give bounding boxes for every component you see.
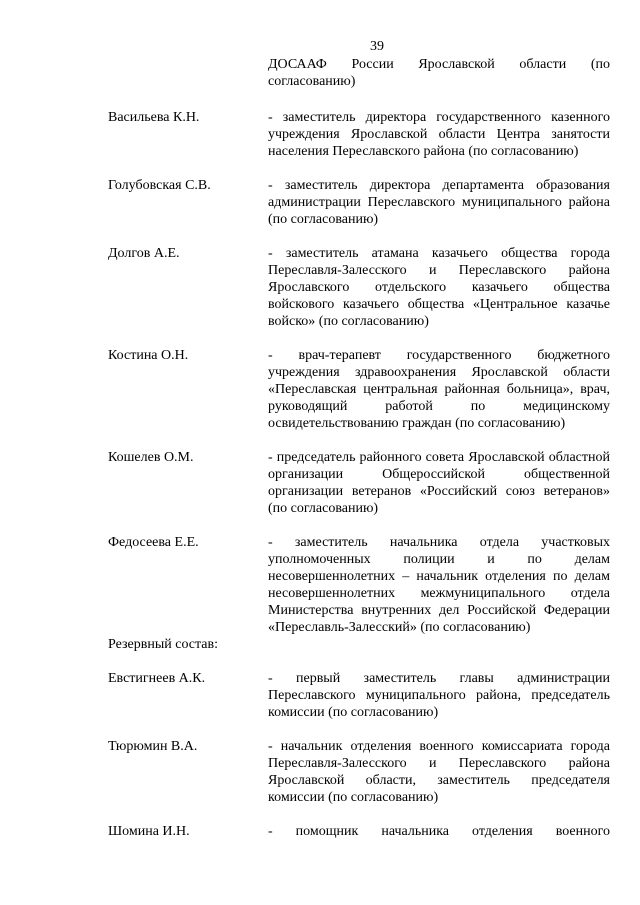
member-name: Тюрюмин В.А.: [108, 739, 198, 754]
document-body: [108, 56, 610, 840]
page-number: 39: [370, 39, 384, 54]
reserve-member-row: [108, 823, 610, 840]
member-description: - заместитель начальника отдела участковых уполномоченных полиции и по делам несовершеннолетних – начальник отделения по делам несовершеннолетних межмуниципального отдела Министерства внутренних дел Российской Федерации «Переславль-Залесский» (по согласованию): [268, 535, 610, 635]
member-name: Васильева К.Н.: [108, 110, 200, 125]
member-row: [108, 534, 610, 636]
member-description: - первый заместитель главы администрации Переславского муниципального района, председатель комиссии (по согласованию): [268, 671, 610, 720]
member-name: Голубовская С.В.: [108, 178, 211, 193]
member-description: - помощник начальника отделения военного: [268, 824, 610, 839]
member-name: Костина О.Н.: [108, 348, 189, 363]
member-name: Кошелев О.М.: [108, 450, 194, 465]
member-row: [108, 177, 610, 228]
reserve-member-row: [108, 670, 610, 721]
member-description: - заместитель атамана казачьего общества города Переславля-Залесского и Переславского района Ярославского отдельского казачьего общества войскового казачьего общества «Центральное казачье войско» (по согласованию): [268, 246, 610, 329]
member-description: - врач-терапевт государственного бюджетного учреждения здравоохранения Ярославской области «Переславская центральная районная больница», врач, руководящий работой по медицинскому освидетельствованию граждан (по согласованию): [268, 348, 610, 431]
member-row: [108, 449, 610, 517]
continuation-row: [108, 56, 610, 90]
continuation-text: ДОСААФ России Ярославской области (по согласованию): [268, 57, 610, 89]
member-name: Евстигнеев А.К.: [108, 671, 206, 686]
reserve-heading: Резервный состав:: [108, 637, 219, 652]
member-name: Долгов А.Е.: [108, 246, 180, 261]
member-row: [108, 109, 610, 160]
member-description: - начальник отделения военного комиссариата города Переславля-Залесского и Переславского района Ярославской области, заместитель председателя комиссии (по согласованию): [268, 739, 610, 805]
member-row: [108, 347, 610, 432]
member-row: [108, 245, 610, 330]
member-name: Федосеева Е.Е.: [108, 535, 199, 550]
reserve-member-row: [108, 738, 610, 806]
member-description: - заместитель директора государственного казенного учреждения Ярославской области Центра занятости населения Переславского района (по согласованию): [268, 110, 610, 159]
member-description: - заместитель директора департамента образования администрации Переславского муниципального района (по согласованию): [268, 178, 610, 227]
member-name: Шомина И.Н.: [108, 824, 190, 839]
member-description: - председатель районного совета Ярославской областной организации Общероссийской общественной организации ветеранов «Российский союз ветеранов» (по согласованию): [268, 450, 610, 516]
